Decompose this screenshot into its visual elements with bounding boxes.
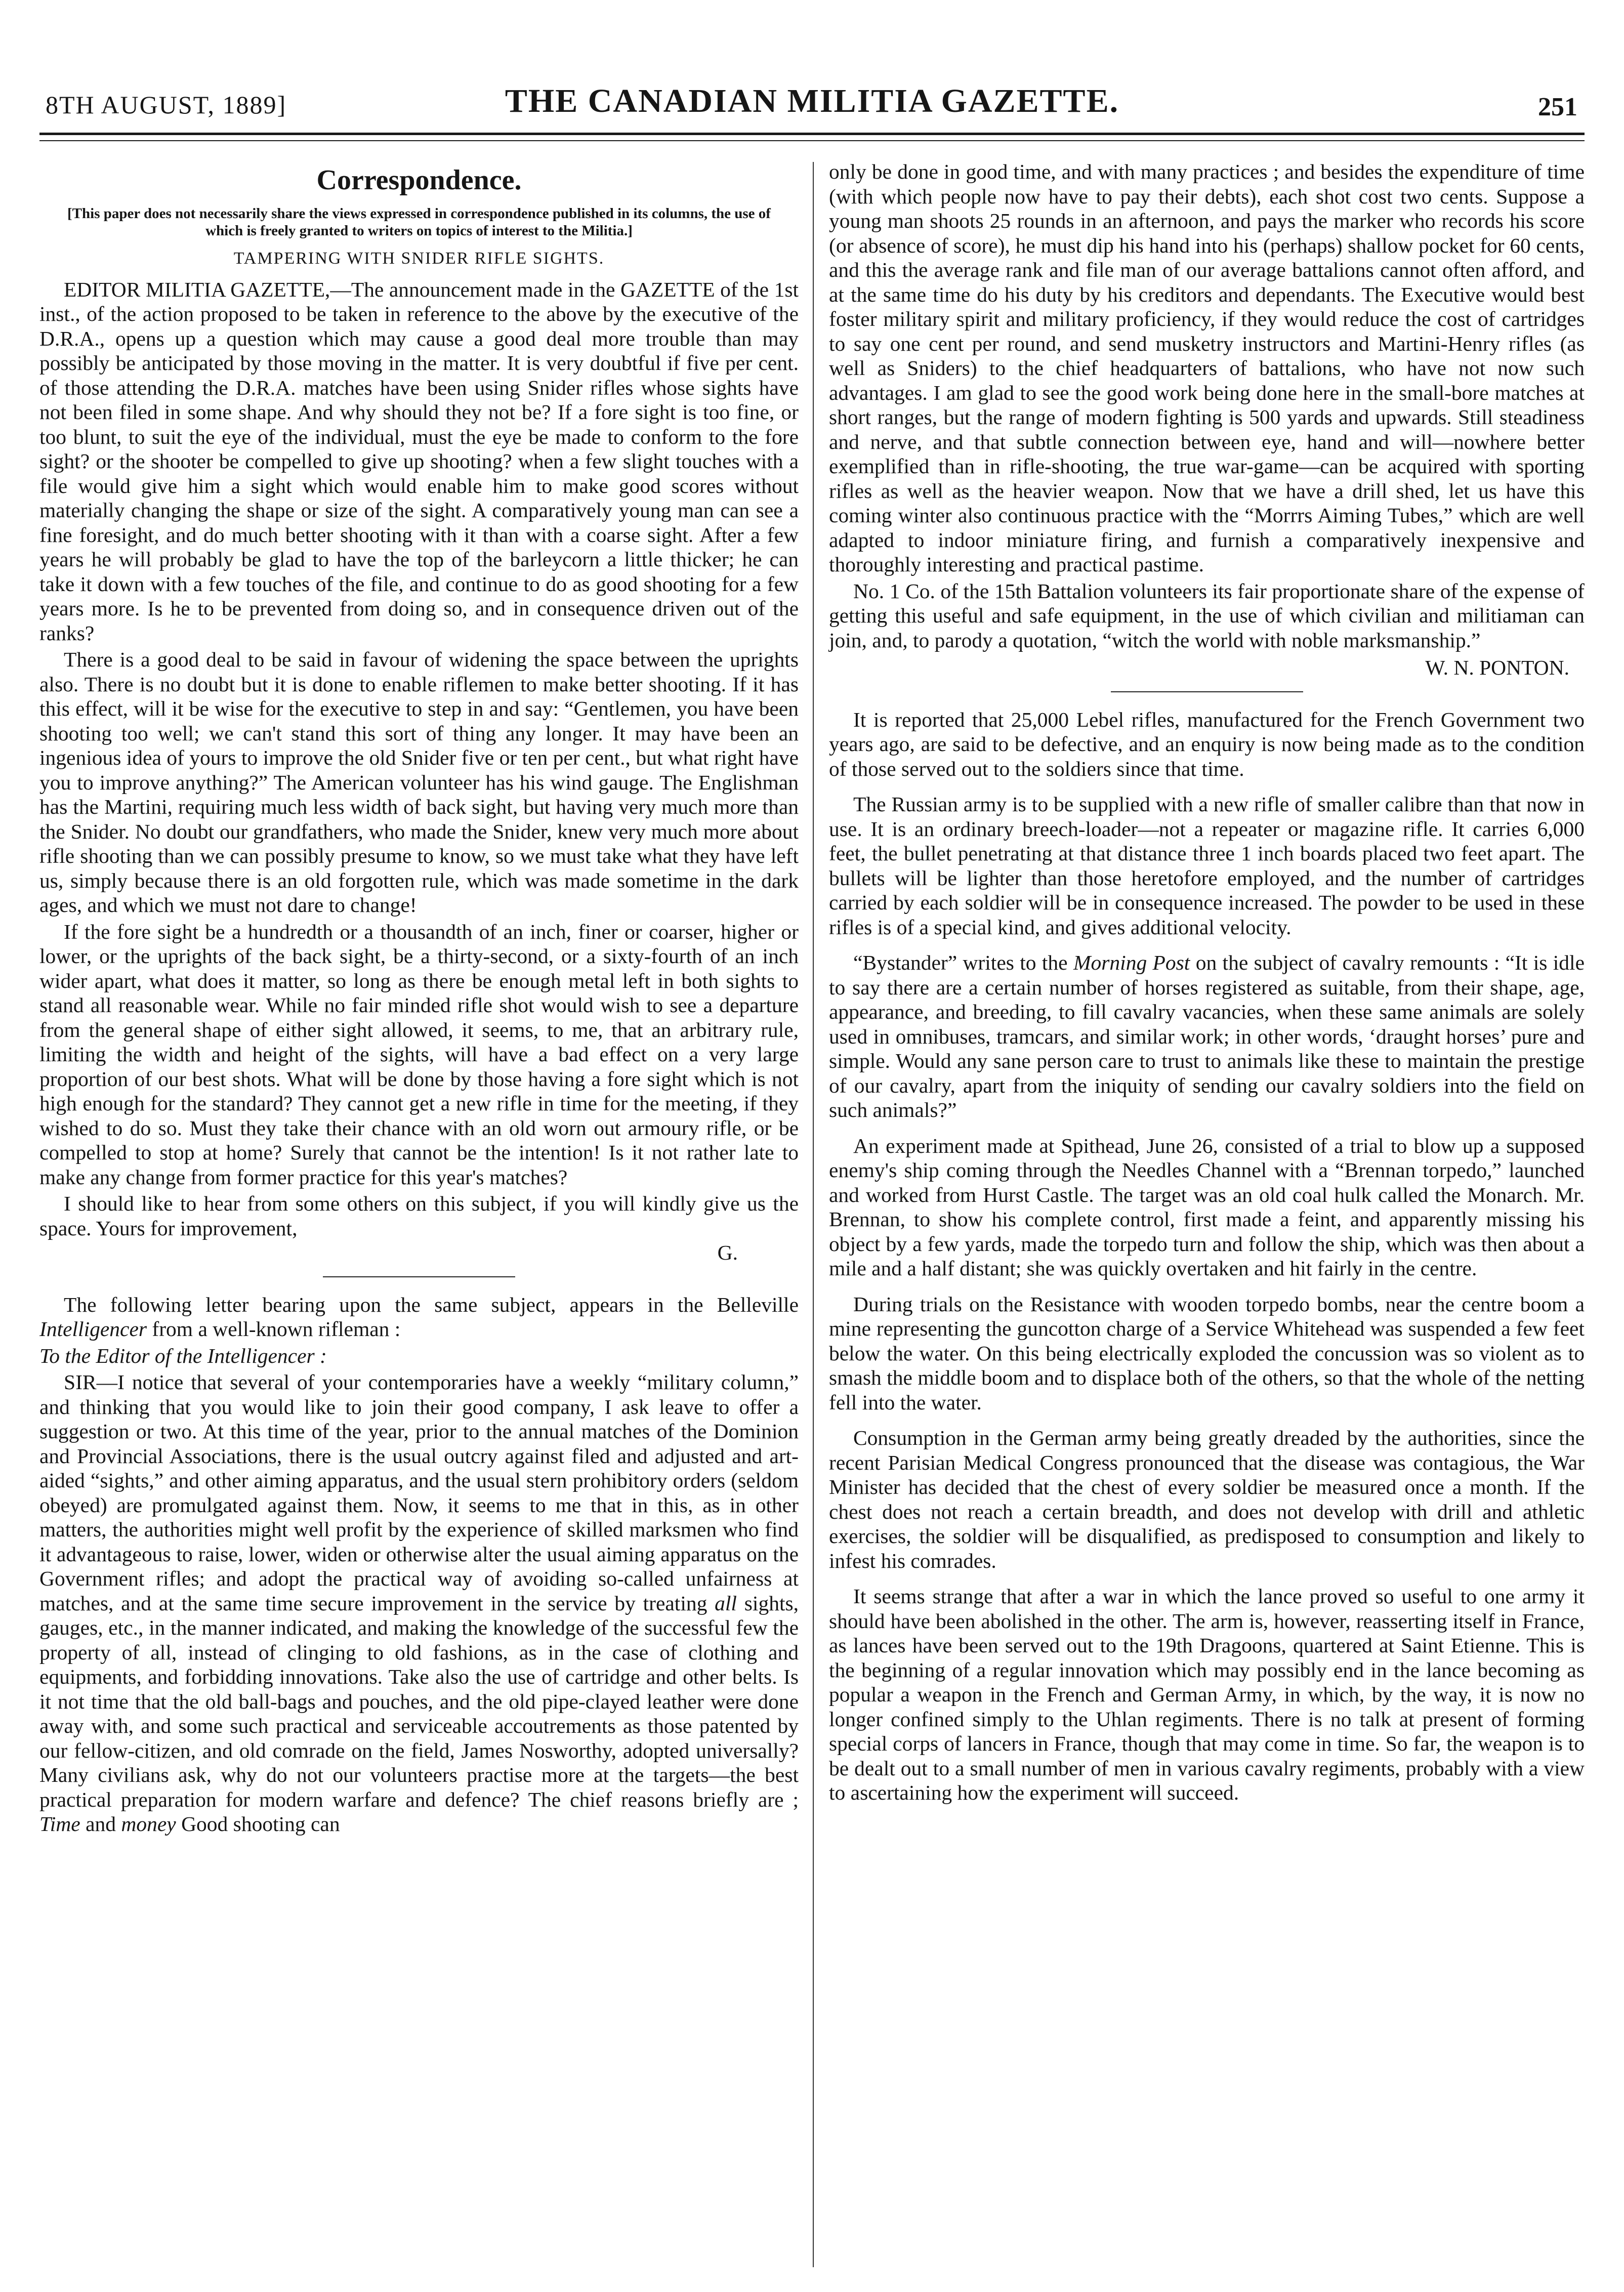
right-column: [829, 159, 1585, 1805]
publication-title: THE CANADIAN MILITIA GAZETTE.: [505, 82, 1119, 119]
news-item: Consumption in the German army being greatly dreaded by the authorities, since the recent Parisian Medical Congress pronounced that the disease was contagious, the War Minister has decided that the chest of every soldier be measured once a month. If the chest does not reach a certain breadth, and does not develop with drill and athletic exercises, the soldier will be disqualified, as predisposed to consumption and likely to infest his comrades.: [829, 1426, 1585, 1572]
news-item: The Russian army is to be supplied with a new rifle of smaller calibre than that now in use. It is an ordinary breech-loader—not a repeater or magazine rifle. It carries 6,000 feet, the bullet penetrating at that distance three 1 inch boards placed two feet apart. The bullets will be lighter than those heretofore employed, and the number of cartridges carried by each soldier will be in consequence increased. The powder to be used in these rifles is of a special kind, and gives additional velocity.: [829, 793, 1585, 939]
article-subheading: TAMPERING WITH SNIDER RIFLE SIGHTS.: [233, 249, 605, 268]
intro-paragraph: The following letter bearing upon the same subject, appears in the Belleville Intelligencer from a well-known rifleman :: [39, 1293, 799, 1341]
letter-salutation: To the Editor of the Intelligencer :: [39, 1344, 327, 1367]
editorial-disclaimer: [This paper does not necessarily share the views expressed in correspondence published in its columns, the use of which is freely granted to writers on topics of interest to the Militia.]: [67, 205, 771, 239]
letter-paragraph: SIR—I notice that several of your contemporaries have a weekly “military column,” and thinking that you would like to join their good company, I ask leave to offer a suggestion or two. At this time of the year, prior to the annual matches of the Dominion and Provincial Associations, there is the usual outcry against filed and adjusted and art-aided “sights,” and other aiming apparatus, and the usual stern prohibitory orders (seldom obeyed) are promulgated against them. Now, it seems to me that in this, as in other matters, the authorities might well profit by the experience of skilled marksmen who find it advantageous to raise, lower, widen or otherwise alter the usual aiming apparatus on the Government rifles; and adopt the practical way of avoiding so-called unfairness at matches, and at the same time secure improvement in the service by treating all sights, gauges, etc., in the manner indicated, and making the knowledge of the successful few the property of all, instead of clinging to old fashions, as in the case of clothing and equipments, and forbidding innovations. Take also the use of cartridge and other belts. Is it not time that the old ball-bags and pouches, and the old pipe-clayed leather were done away with, and some such practical and serviceable accoutrements as those patented by our fellow-citizen, and old comrade on the field, James Nosworthy, adopted universally? Many civilians ask, why do not our volunteers practise more at the targets—the best practical preparation for modern warfare and defence? The chief reasons briefly are ; Time and money Good shooting can: [39, 1370, 799, 1836]
newspaper-name: Morning Post: [1073, 951, 1190, 974]
letter-paragraph: I should like to hear from some others on this subject, if you will kindly give us the space. Yours for improvement,: [39, 1192, 799, 1240]
letter-lead: SIR: [64, 1370, 97, 1394]
letter-paragraph: If the fore sight be a hundredth or a thousandth of an inch, finer or coarser, higher or lower, or the uprights of the back sight, be a thirty-second, or a sixty-fourth of an inch wider apart, what does it matter, so long as there be enough metal left in both sights to stand all reasonable wear. While no fair minded rifle shot would wish to see a departure from the general shape of either sight allowed, it seems, to me, that an arbitrary rule, limiting the width and height of the sights, will have a bad effect on a very large proportion of our best shots. What will be done by those having a fore sight which is not high enough for the standard? They cannot get a new rifle in time for the meeting, if they wished to do so. Must they take their chance with an old worn out armoury rifle, or be compelled to stop at home? Surely that cannot be the intention! Is it not rather late to make any change from former practice for this year's matches?: [39, 920, 799, 1189]
issue-date: 8TH AUGUST, 1889]: [46, 91, 287, 119]
newspaper-name: Intelligencer: [39, 1317, 147, 1341]
letter-paragraph: No. 1 Co. of the 15th Battalion volunteers its fair proportionate share of the expense of getting this useful and safe equipment, in the use of which civilian and militiaman can join, and, to parody a quotation, “witch the world with noble marksmanship.”: [829, 579, 1585, 652]
news-item: An experiment made at Spithead, June 26, consisted of a trial to blow up a supposed enemy's ship coming through the Needles Channel with a “Brennan torpedo,” launched and worked from Hurst Castle. The target was an old coal hulk called the Monarch. Mr. Brennan, to show his complete control, first made a feint, and apparently missing his object by a few yards, made the torpedo turn and follow the ship, which was then about a mile and a half distant; she was quickly overtaken and hit fairly in the centre.: [829, 1134, 1585, 1280]
letter-paragraph: EDITOR MILITIA GAZETTE,—The announcement made in the GAZETTE of the 1st inst., of the action proposed to be taken in reference to the above by the executive of the D.R.A., opens up a question which may cause a good deal more trouble than may possibly be anticipated by those moving in the matter. It is very doubtful if five per cent. of those attending the D.R.A. matches have been using Snider rifles whose sights have not been filed in some shape. And why should they not be? If a fore sight is too fine, or too blunt, to suit the eye of the individual, must the eye be made to conform to the fore sight? or the shooter be compelled to give up shooting? when a few slight touches with a file would give him a sight which would enable him to make good scores without materially changing the shape or size of the sight. A comparatively young man can see a fine foresight, and do much better shooting with it than with a coarse sight. After a few years he will probably be glad to have the top of the barleycorn a little thicker; he can take it down with a few touches of the file, and continue to do as good shooting for a few years more. Is he to be prevented from doing so, and in consequence driven out of the ranks?: [39, 277, 799, 645]
news-item: During trials on the Resistance with wooden torpedo bombs, near the centre boom a mine representing the guncotton charge of a Service Whitehead was suspended a few feet below the water. On this being electrically exploded the concussion was so violent as to smash the middle boom and to displace both of the others, so that the whole of the netting fell into the water.: [829, 1292, 1585, 1414]
news-item: It is reported that 25,000 Lebel rifles, manufactured for the French Government two years ago, are said to be defective, and an enquiry is now being made as to the condition of those served out to the soldiers since that time.: [829, 707, 1585, 780]
news-item: “Bystander” writes to the Morning Post on the subject of cavalry remounts : “It is idle to say there are a certain number of horses registered as suitable, from their shape, age, appearance, and breeding, to fill cavalry vacancies, when these same animals are solely used in omnibuses, tramcars, and similar work; in other words, ‘draught horses’ pure and simple. Would any sane person care to trust to animals like these to maintain the prestige of our cavalry, apart from the iniquity of sending our cavalry soldiers into the field on such animals?”: [829, 951, 1585, 1121]
letter-paragraph: There is a good deal to be said in favour of widening the space between the uprights also. There is no doubt but it is done to enable riflemen to make better shooting. If it has this effect, will it be wise for the executive to step in and say: “Gentlemen, you have been shooting too well; we can't stand this sort of thing any longer. It may have been an ingenious idea of yours to improve the old Snider five or ten per cent., but what right have you to improve anything?” The American volunteer has his wind gauge. The Englishman has the Martini, requiring much less width of back sight, but having very much more than the Snider. No doubt our grandfathers, who made the Snider, knew very much more about rifle shooting than we can possibly presume to know, so we must take what they have left us, simply because there is an old forgotten rule, which was made sometime in the dark ages, and which we must not dare to change!: [39, 648, 799, 916]
letter-signature: G.: [717, 1241, 738, 1264]
left-column: [39, 159, 799, 1837]
masthead-rule-thin: [39, 140, 1585, 141]
article-separator: [323, 1276, 515, 1277]
article-separator: [1111, 691, 1303, 692]
page-number: 251: [1538, 93, 1577, 121]
newspaper-page: [39, 35, 1585, 2272]
section-heading: Correspondence.: [316, 164, 522, 196]
letter-paragraph: only be done in good time, and with many practices ; and besides the expenditure of time (with which people now have to pay their debts), each shot cost two cents. Suppose a young man shoots 25 rounds in an afternoon, and pays the marker who records his score (or absence of score), he must dip his hand into his (perhaps) shallow pocket for 60 cents, and this the average rank and file man of our average battalions cannot often afford, and at the same time do his duty by his creditors and dependants. The Executive would best foster military spirit and military proficiency, if they would reduce the cost of cartridges to say one cent per round, and send musketry instructors and Martini-Henry rifles (as well as Sniders) to the chief headquarters of battalions, who have not now such advantages. I am glad to see the good work being done here in the small-bore matches at short ranges, but the range of modern fighting is 500 yards and upwards. Still steadiness and nerve, and that subtle connection between eye, hand and will—nowhere better exemplified than in rifle-shooting, the true war-game—can be acquired with sporting rifles as well as the heavier weapon. Now that we have a drill shed, let us have this coming winter also continuous practice with the “Morrrs Aiming Tubes,” which are well adapted to indoor miniature firing, and furnish a comparatively inexpensive and thoroughly interesting and practical pastime.: [829, 160, 1585, 576]
news-item: It seems strange that after a war in which the lance proved so useful to one army it should have been abolished in the other. The arm is, however, reasserting itself in France, as lances have been served out to the 19th Dragoons, quartered at Saint Etienne. This is the beginning of a regular innovation which may possibly end in the lance becoming as popular a weapon in the French and German Army, in which, by the way, it is now no longer confined simply to the Uhlan regiments. There is no talk at present of forming special corps of lancers in France, though that may come in time. So far, the weapon is to be dealt out to a small number of men in various cavalry regiments, probably with a view to ascertaining how the experiment will succeed.: [829, 1585, 1585, 1804]
masthead-rule-thick: [39, 133, 1585, 135]
column-divider: [813, 162, 814, 2267]
letter-lead: EDITOR MILITIA GAZETTE,: [64, 277, 330, 301]
masthead: [39, 71, 1585, 132]
letter-signature: W. N. PONTON.: [1425, 656, 1569, 679]
